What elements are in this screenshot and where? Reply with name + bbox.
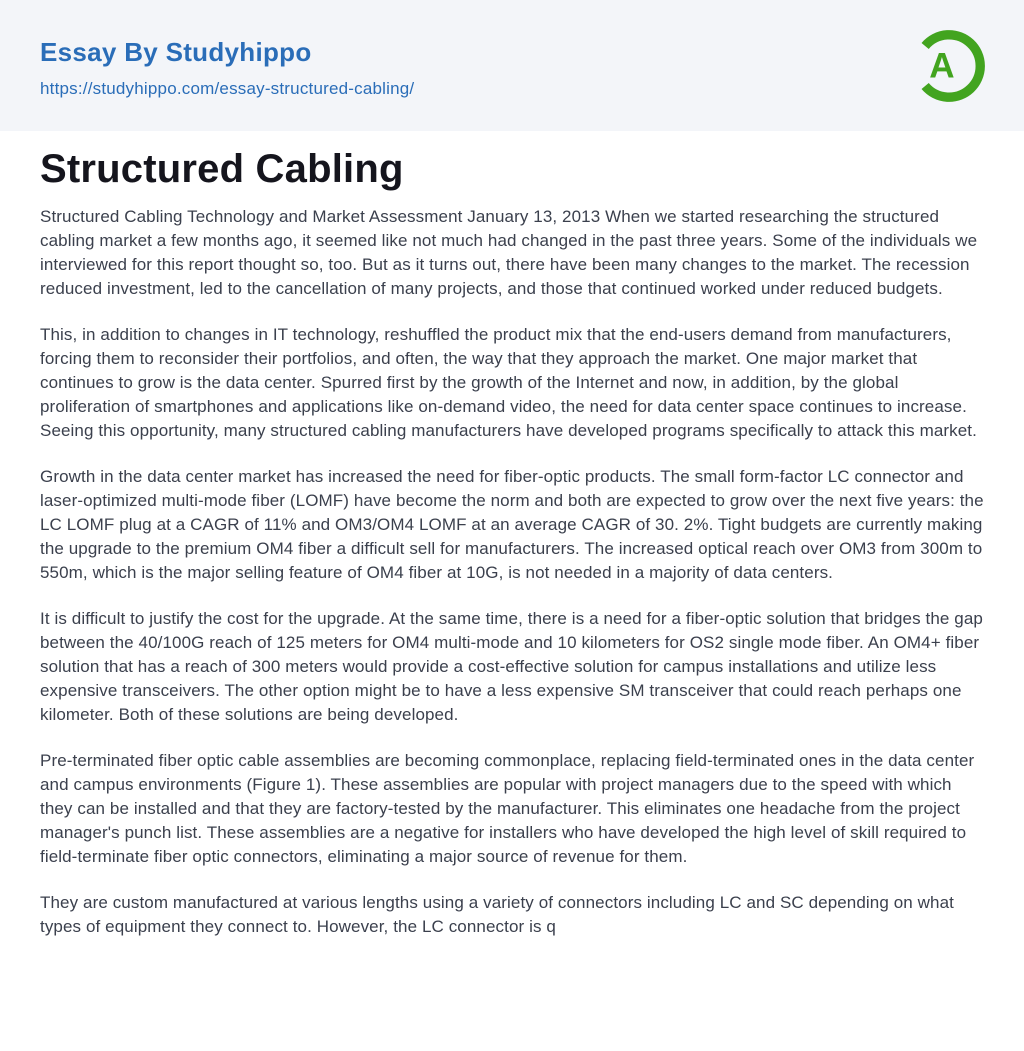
essay-paragraph-6: They are custom manufactured at various lengths using a variety of connectors including LC and SC depending on what types of equipment they connect to. However, the LC connector is q <box>40 893 954 936</box>
site-title: Essay By Studyhippo <box>40 37 312 68</box>
essay-paragraph-1: Structured Cabling Technology and Market Assessment January 13, 2013 When we started researching the structured cabling market a few months ago, it seemed like not much had changed in the past three years. Some of the individuals we interviewed for this report thought so, too. But as it turns out, there have been many changes to the market. The recession reduced investment, led to the cancellation of many projects, and those that continued worked under reduced budgets. <box>40 207 978 298</box>
essay-paragraph-4: It is difficult to justify the cost for the upgrade. At the same time, there is a need for a fiber-optic solution that bridges the gap between the 40/100G reach of 125 meters for OM4 multi-mode and 10 kilometers for OS2 single mode fiber. An OM4+ fiber solution that has a reach of 300 meters would provide a cost-effective solution for campus installations and utilize less expensive transceivers. The other option might be to have a less expensive SM transceiver that could reach perhaps one kilometer. Both of these solutions are being developed. <box>40 609 983 724</box>
essay-paragraph-5: Pre-terminated fiber optic cable assemblies are becoming commonplace, replacing field-terminated ones in the data center and campus environments (Figure 1). These assemblies are popular with project managers due to the speed with which they can be installed and that they are factory-tested by the manufacturer. This eliminates one headache from the project manager's punch list. These assemblies are a negative for installers who have developed the high level of skill required to field-terminate fiber optic connectors, eliminating a major source of revenue for them. <box>40 751 975 866</box>
logo-letter: A <box>929 46 955 86</box>
logo-ring-icon <box>910 22 988 110</box>
page-header <box>0 0 1024 131</box>
header-text-block <box>40 32 414 99</box>
studyhippo-logo <box>910 22 988 110</box>
essay-paragraph-3: Growth in the data center market has increased the need for fiber-optic products. The small form-factor LC connector and laser-optimized multi-mode fiber (LOMF) have become the norm and both are expected to grow over the next five years: the LC LOMF plug at a CAGR of 11% and OM3/OM4 LOMF at an average CAGR of 30. 2%. Tight budgets are currently making the upgrade to the premium OM4 fiber a difficult sell for manufacturers. The increased optical reach over OM3 from 300m to 550m, which is the major selling feature of OM4 fiber at 10G, is not needed in a majority of data centers. <box>40 467 984 582</box>
essay-title: Structured Cabling <box>40 147 404 191</box>
essay-url-link[interactable]: https://studyhippo.com/essay-structured-cabling/ <box>40 78 415 98</box>
essay-paragraph-2: This, in addition to changes in IT technology, reshuffled the product mix that the end-users demand from manufacturers, forcing them to reconsider their portfolios, and often, the way that they approach the market. One major market that continues to grow is the data center. Spurred first by the growth of the Internet and now, in addition, by the global proliferation of smartphones and applications like on-demand video, the need for data center space continues to increase. Seeing this opportunity, many structured cabling manufacturers have developed programs specifically to attack this market. <box>40 325 977 440</box>
essay-content <box>0 131 1024 939</box>
